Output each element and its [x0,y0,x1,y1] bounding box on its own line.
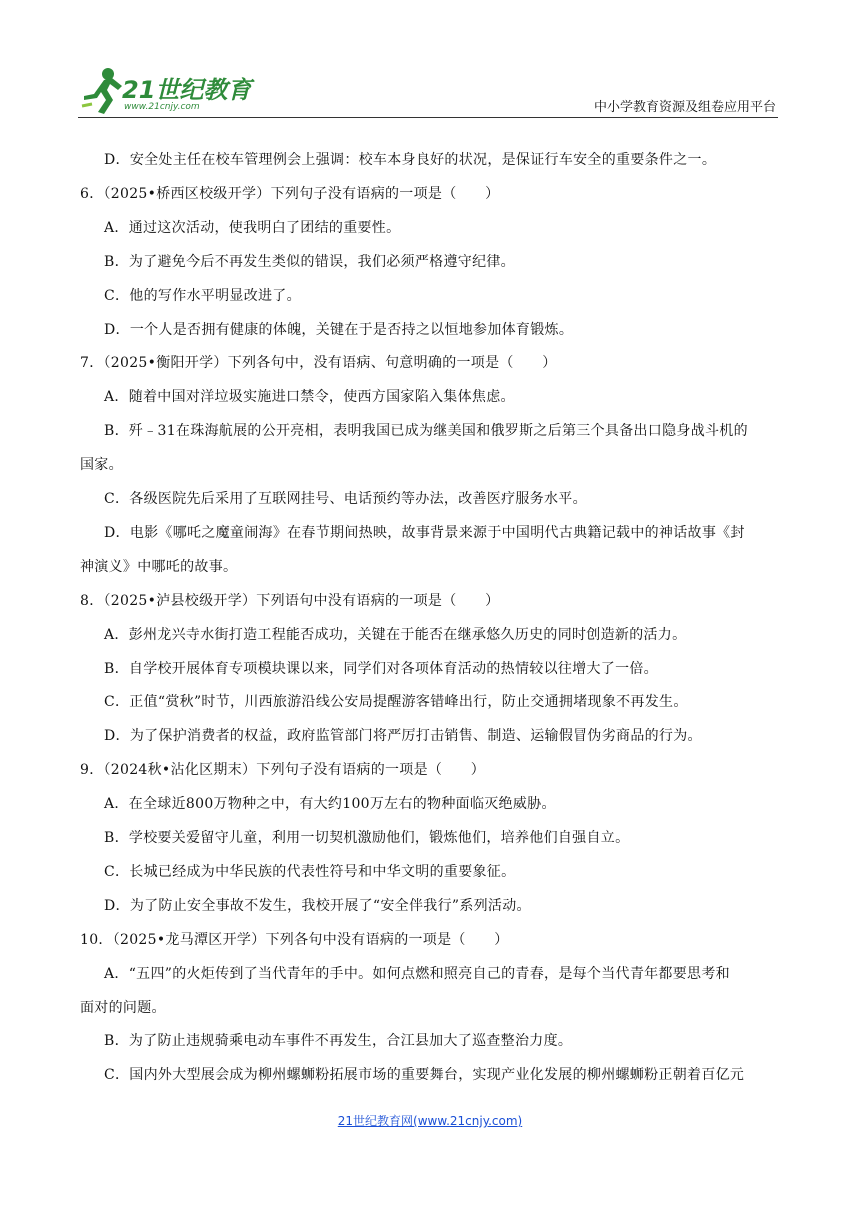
option-continuation: 国家。 [80,457,123,474]
answer-option: D．为了保护消费者的权益，政府监管部门将严厉打击销售、制造、运输假冒伪劣商品的行为。 [104,728,702,745]
question-stem: 9．（2024秋•沾化区期末）下列句子没有语病的一项是（ ） [80,762,486,779]
answer-option: B．学校要关爱留守儿童，利用一切契机激励他们，锻炼他们，培养他们自强自立。 [104,830,630,846]
answer-option: C．各级医院先后采用了互联网挂号、电话预约等办法，改善医疗服务水平。 [104,491,587,507]
question-stem: 8．（2025•泸县校级开学）下列语句中没有语病的一项是（ ） [80,592,500,609]
question-stem: 10．（2025•龙马潭区开学）下列各句中没有语病的一项是（ ） [80,931,509,948]
logo [78,66,268,118]
answer-option: C．他的写作水平明显改进了。 [104,287,301,304]
logo-url: www.21cnjy.com [124,102,200,112]
page-header [78,60,778,120]
answer-option: B．自学校开展体育专项模块课以来，同学们对各项体育活动的热情较以往增大了一倍。 [104,660,658,677]
answer-option: A．在全球近800万物种之中，有大约100万左右的物种面临灭绝威胁。 [104,796,556,813]
answer-option: D．一个人是否拥有健康的体魄，关键在于是否持之以恒地参加体育锻炼。 [104,321,574,338]
question-stem: 6．（2025•桥西区校级开学）下列句子没有语病的一项是（ ） [80,185,500,202]
answer-option: A．“五四”的火炬传到了当代青年的手中。如何点燃和照亮自己的青春，是每个当代青年都要思考和 [104,965,730,982]
answer-option: D．电影《哪吒之魔童闹海》在春节期间热映，故事背景来源于中国明代古典籍记载中的神话故事《封 [104,524,745,541]
header-divider [78,117,778,118]
answer-option: C．长城已经成为中华民族的代表性符号和中华文明的重要象征。 [104,863,516,880]
logo-text: 21世纪教育 [122,76,252,104]
answer-option: C．国内外大型展会成为柳州螺蛳粉拓展市场的重要舞台，实现产业化发展的柳州螺蛳粉正朝着百亿元 [104,1067,745,1084]
answer-option: B．歼﹣31在珠海航展的公开亮相，表明我国已成为继美国和俄罗斯之后第三个具备出口隐身战斗机的 [104,423,748,440]
option-continuation: 面对的问题。 [80,999,166,1016]
answer-option: C．正值“赏秋”时节，川西旅游沿线公安局提醒游客错峰出行，防止交通拥堵现象不再发生。 [104,694,688,711]
option-continuation: 神演义》中哪吒的故事。 [80,558,238,575]
answer-option: A．随着中国对洋垃圾实施进口禁令，使西方国家陷入集体焦虑。 [104,389,515,406]
answer-option: B．为了避免今后不再发生类似的错误，我们必须严格遵守纪律。 [104,253,515,270]
answer-option: B．为了防止违规骑乘电动车事件不再发生，合江县加大了巡查整治力度。 [104,1033,573,1050]
footer-link[interactable]: 21世纪教育网(www.21cnjy.com) [337,1114,523,1128]
runner-logo-icon [78,66,124,116]
answer-option: D．安全处主任在校车管理例会上强调：校车本身良好的状况，是保证行车安全的重要条件之一。 [104,152,717,168]
answer-option: A．通过这次活动，使我明白了团结的重要性。 [104,219,401,236]
question-stem: 7．（2025•衡阳开学）下列各句中，没有语病、句意明确的一项是（ ） [80,355,557,372]
answer-option: D．为了防止安全事故不发生，我校开展了“安全伴我行”系列活动。 [104,897,531,914]
answer-option: A．彭州龙兴寺水街打造工程能否成功，关键在于能否在继承悠久历史的同时创造新的活力。 [104,626,687,643]
platform-title: 中小学教育资源及组卷应用平台 [593,100,776,115]
